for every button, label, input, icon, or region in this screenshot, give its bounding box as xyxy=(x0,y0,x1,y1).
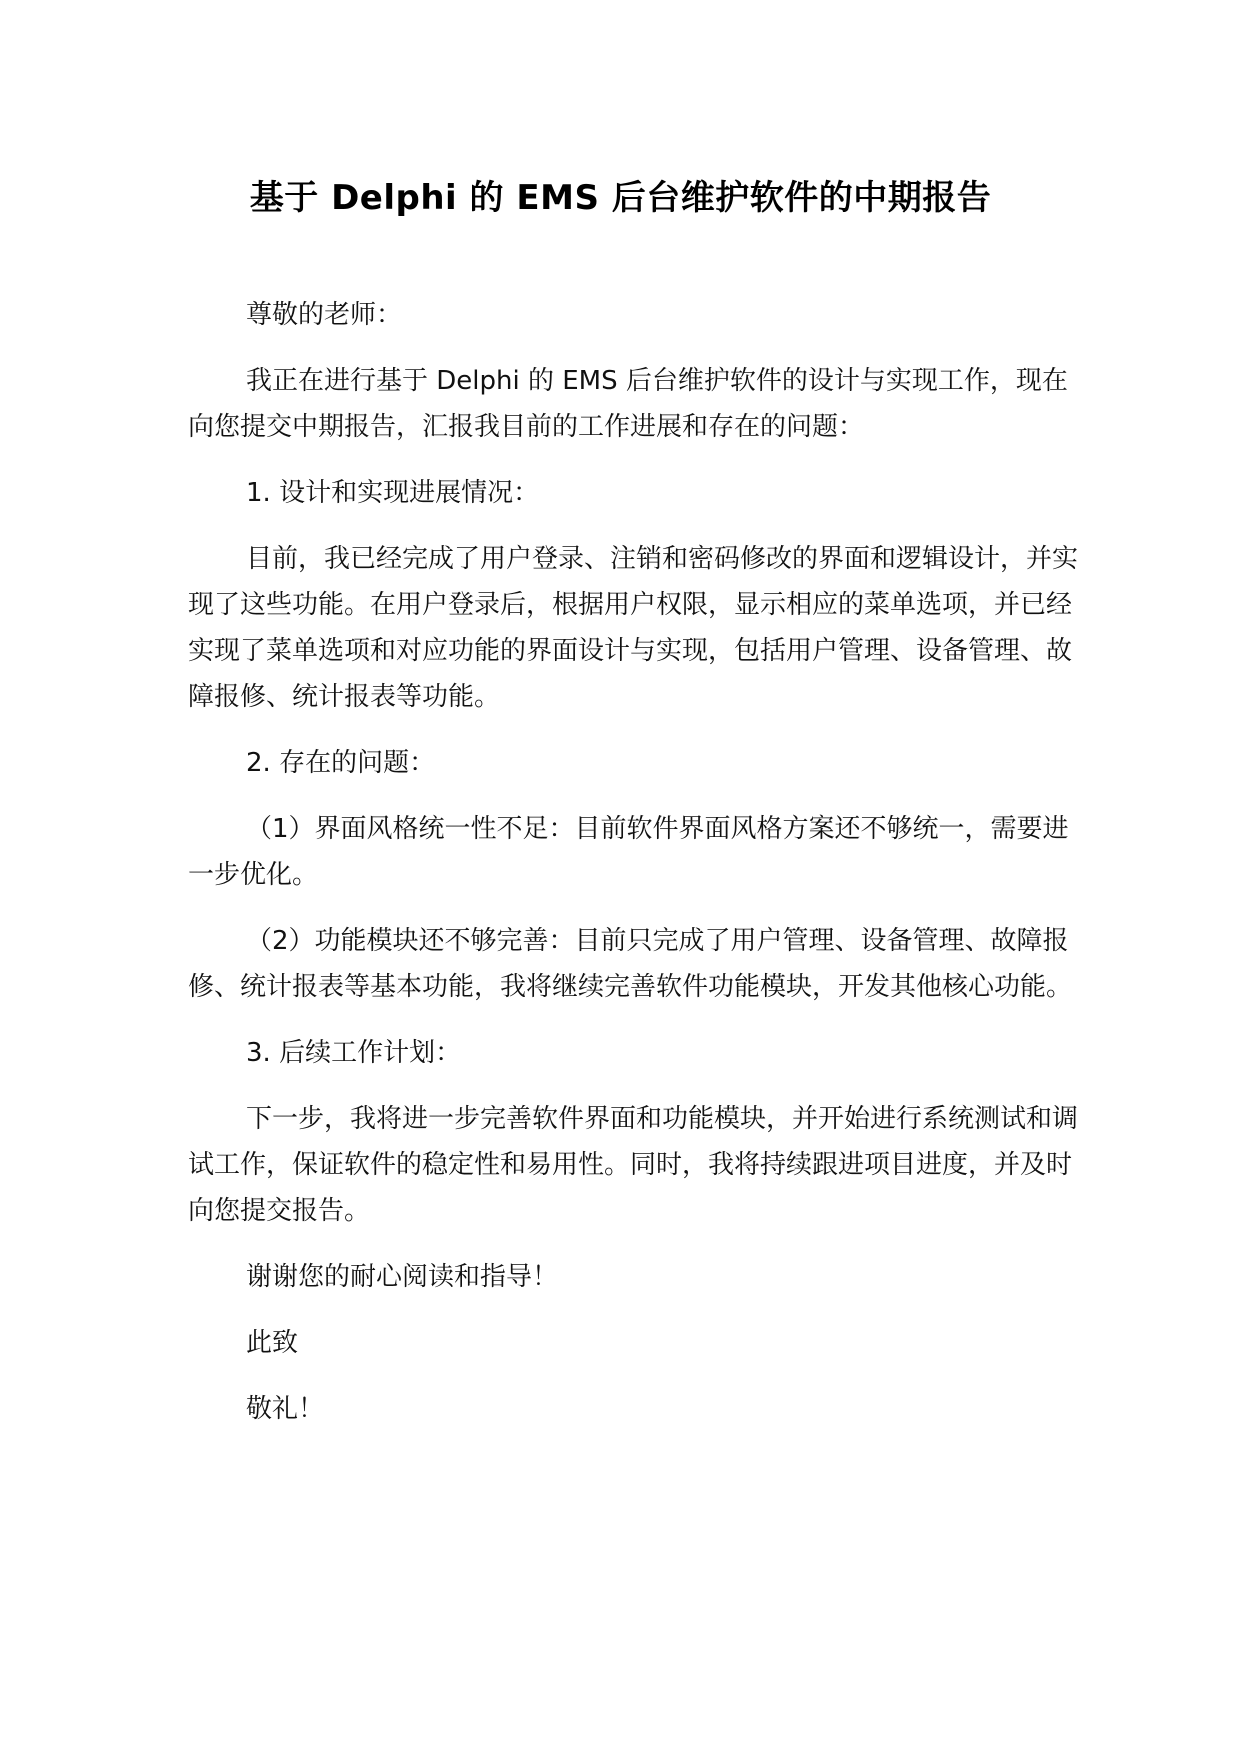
section-heading-progress: 1. 设计和实现进展情况： xyxy=(246,478,540,508)
salutation: 尊敬的老师： xyxy=(246,300,403,330)
document-body xyxy=(188,292,1088,1452)
document-title: 基于 Delphi 的 EMS 后台维护软件的中期报告 xyxy=(249,178,992,218)
issue-item-1: （1）界面风格统一性不足：目前软件界面风格方案还不够统一，需要进一步优化。 xyxy=(188,814,1069,890)
regards-line: 敬礼！ xyxy=(246,1394,325,1424)
section-heading-issues: 2. 存在的问题： xyxy=(246,748,436,778)
section-heading-plan: 3. 后续工作计划： xyxy=(246,1038,462,1068)
intro-paragraph: 我正在进行基于 Delphi 的 EMS 后台维护软件的设计与实现工作，现在向您提交中期报告，汇报我目前的工作进展和存在的问题： xyxy=(188,366,1068,442)
thanks-line: 谢谢您的耐心阅读和指导！ xyxy=(246,1262,559,1292)
closing-line: 此致 xyxy=(246,1328,299,1358)
progress-paragraph: 目前，我已经完成了用户登录、注销和密码修改的界面和逻辑设计，并实现了这些功能。在用户登录后，根据用户权限，显示相应的菜单选项，并已经实现了菜单选项和对应功能的界面设计与实现，包括用户管理、设备管理、故障报修、统计报表等功能。 xyxy=(188,544,1079,712)
plan-paragraph: 下一步，我将进一步完善软件界面和功能模块，并开始进行系统测试和调试工作，保证软件的稳定性和易用性。同时，我将持续跟进项目进度，并及时向您提交报告。 xyxy=(188,1104,1079,1226)
issue-item-2: （2）功能模块还不够完善：目前只完成了用户管理、设备管理、故障报修、统计报表等基本功能，我将继续完善软件功能模块，开发其他核心功能。 xyxy=(188,926,1073,1002)
